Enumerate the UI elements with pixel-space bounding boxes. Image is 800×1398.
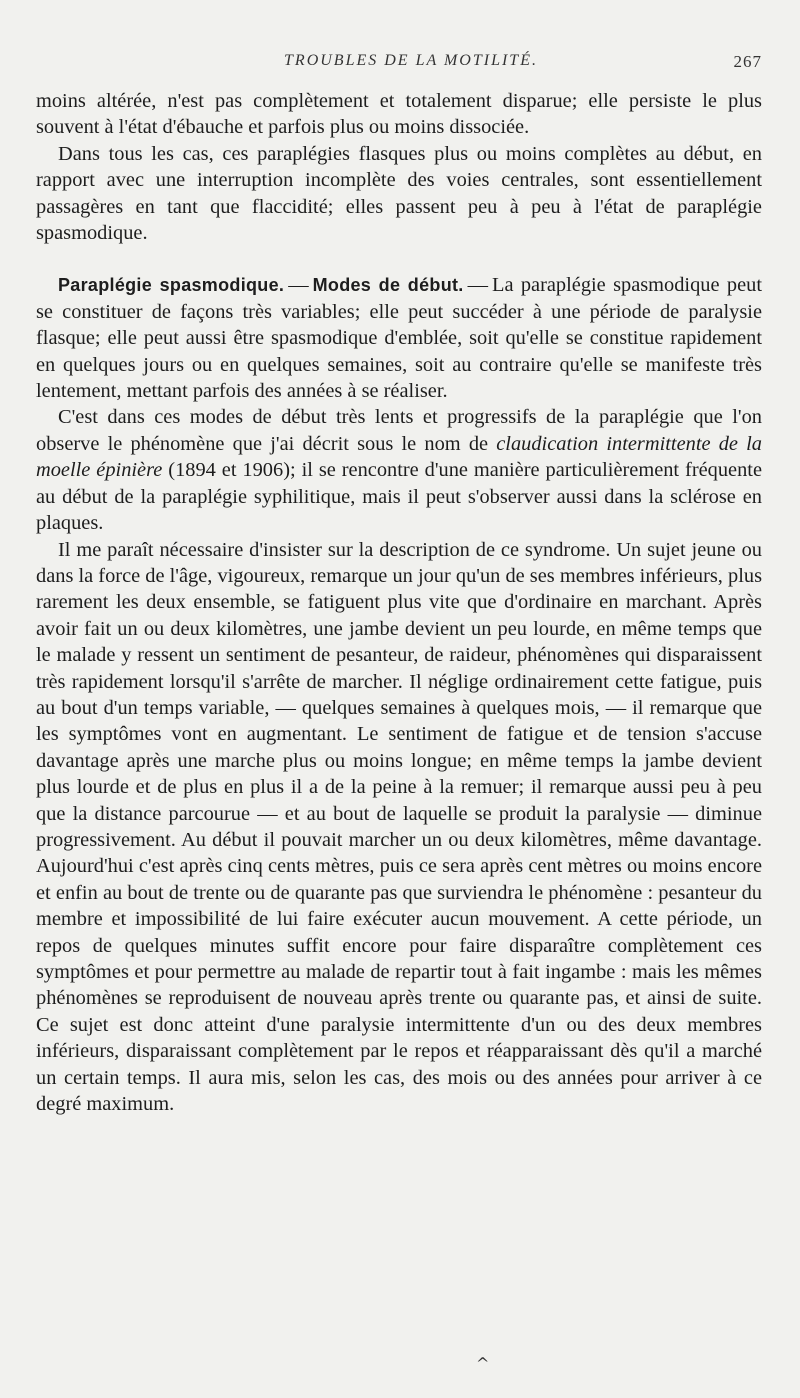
page-number: 267 (733, 52, 762, 71)
section-paragraph (36, 272, 762, 404)
section-text: La paraplégie spasmodique peut se constituer de façons très variables; elle peut succéder à une période de paralysie flasque; elle peut aussi être spasmodique d'emblée, soit qu'elle se constitue rapidement en quelques jours ou en quelques semaines, soit au contraire qu'elle se manifeste très lentement, mettant parfois des années à se réaliser. (36, 274, 762, 403)
section-heading: Paraplégie spasmodique. (58, 275, 285, 296)
dash: — (288, 274, 309, 297)
paragraph-continuation: moins altérée, n'est pas complètement et totalement disparue; elle persiste le plus souvent à l'état d'ébauche et parfois plus ou moins dissociée. (36, 90, 762, 139)
section-subheading: Modes de début. (312, 275, 464, 296)
running-title: TROUBLES DE LA MOTILITÉ. (284, 52, 538, 69)
printer-signature-mark: ^ (476, 1354, 490, 1373)
dash: — (467, 274, 488, 297)
italic-term: claudication intermittente de la moelle épinière (36, 432, 763, 482)
paragraph-text: (1894 et 1906); il se rencontre d'une manière particulièrement fréquente au début de la paraplégie syphilitique, mais il peut s'observer aussi dans la sclérose en plaques. (36, 459, 763, 535)
paragraph: Il me paraît nécessaire d'insister sur la description de ce syndrome. Un sujet jeune ou dans la force de l'âge, vigoureux, remarque un jour qu'un de ses membres inférieurs, plus rarement les deux ensemble, se fatiguent plus vite que d'ordinaire en marchant. Après avoir fait un ou deux kilomètres, une jambe devient un peu lourde, en même temps que le malade y ressent un sentiment de pesanteur, de raideur, phénomènes qui disparaissent très rapidement lorsqu'il s'arrête de marcher. Il néglige ordinairement cette fatigue, puis au bout d'un temps variable, — quelques semaines à quelques mois, — il remarque que les symptômes vont en augmentant. Le sentiment de fatigue et de tension s'accuse davantage après une marche plus ou moins longue; en même temps la jambe devient plus lourde et de plus en plus il a de la peine à la remuer; il remarque aussi peu à peu que la distance parcourue — et au bout de laquelle se produit la paralysie — diminue progressivement. Au début il pouvait marcher un ou deux kilomètres, même davantage. Aujourd'hui c'est après cinq cents mètres, puis ce sera après cent mètres ou moins encore et enfin au bout de trente ou de quarante pas que surviendra le phénomène : pesanteur du membre et impossibilité de lui faire exécuter aucun mouvement. A cette période, un repos de quelques minutes suffit encore pour faire disparaître complètement ces symptômes et pour permettre au malade de repartir tout à fait ingambe : mais les mêmes phénomènes se reproduisent de nouveau après trente ou quarante pas, et ainsi de suite. Ce sujet est donc atteint d'une paralysie intermittente d'un ou des deux membres inférieurs, disparaissant complètement par le repos et réapparaissant dès qu'il a marché un certain temps. Il aura mis, selon les cas, des mois ou des années pour arriver à ce degré maximum. (36, 538, 762, 1116)
paragraph-text: C'est dans ces modes de début très lents et progressifs de la paraplégie que l'on observe le phénomène que j'ai décrit sous le nom de (36, 406, 762, 455)
body-text (36, 88, 762, 1117)
paragraph: Dans tous les cas, ces paraplégies flasques plus ou moins complètes au début, en rapport avec une interruption incomplète des voies centrales, sont essentiellement passagères en tant que flaccidité; elles passent peu à peu à l'état de paraplégie spasmodique. (36, 142, 762, 245)
running-head (60, 52, 762, 76)
paragraph (36, 404, 762, 536)
